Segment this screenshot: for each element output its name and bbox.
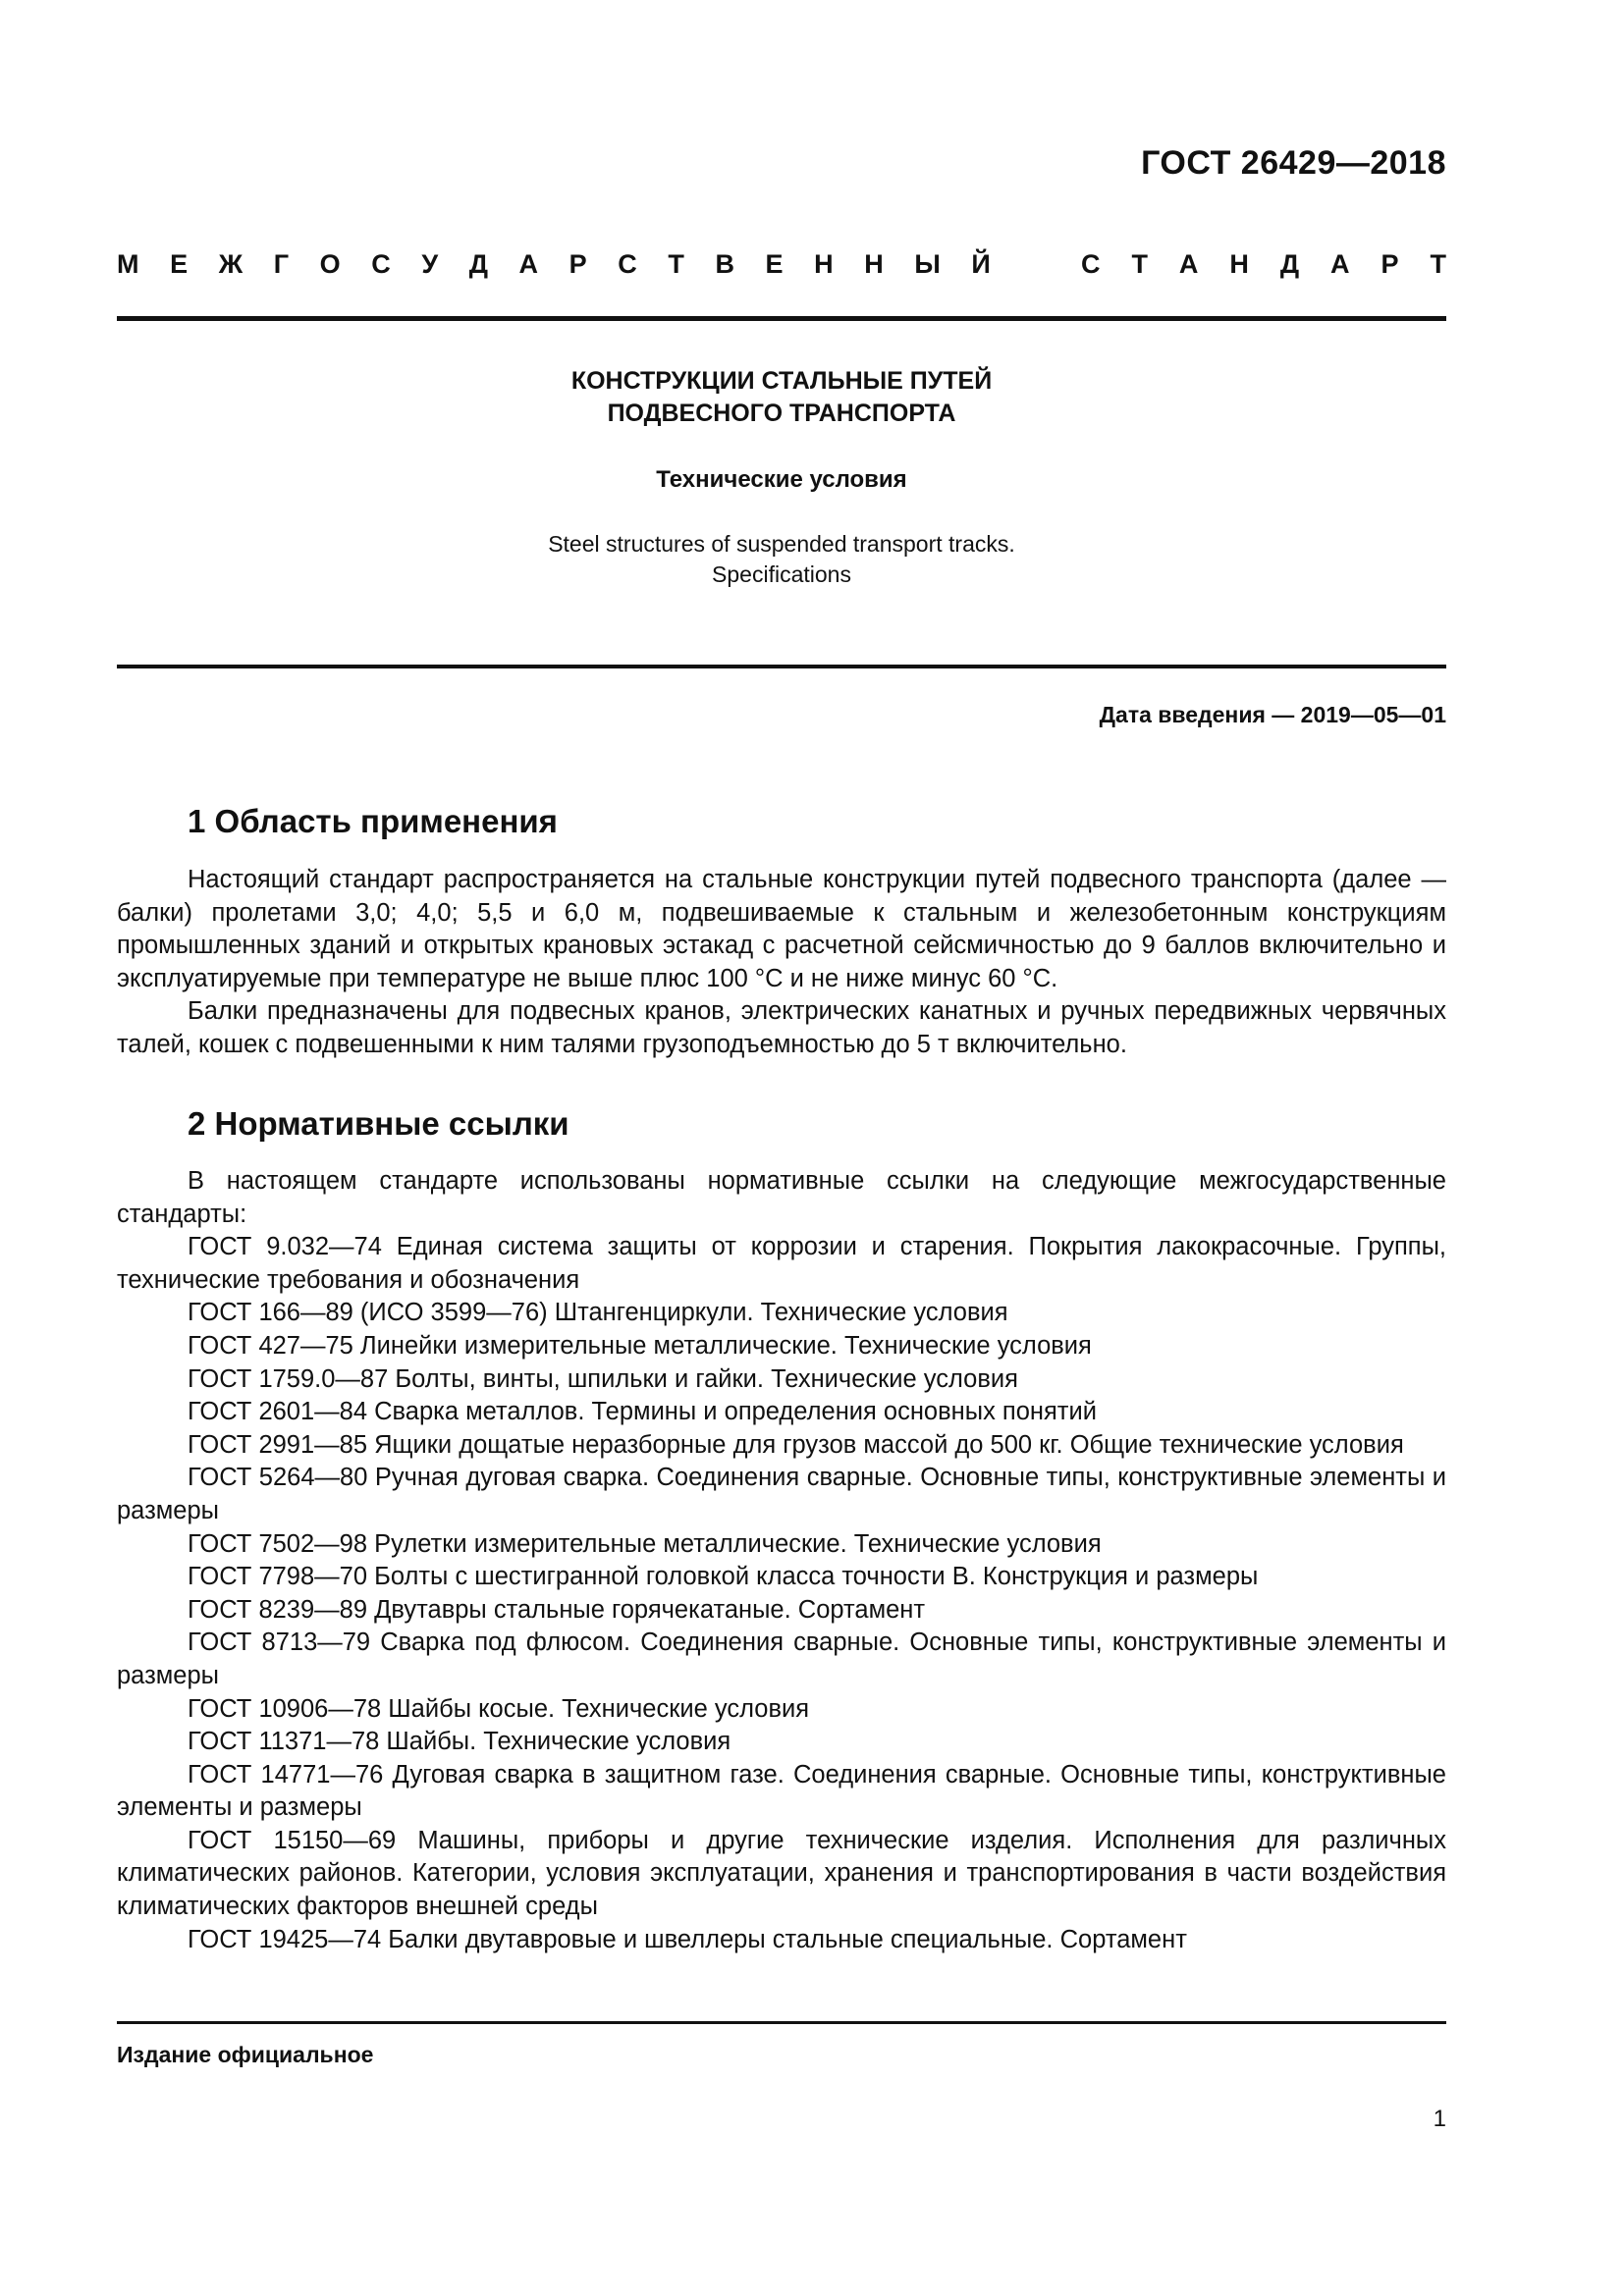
paragraph: В настоящем стандарте использованы нормативные ссылки на следующие межгосударственные стандарты: xyxy=(117,1167,1446,1228)
banner-letter: Р xyxy=(1380,249,1399,279)
reference-item: ГОСТ 2601—84 Сварка металлов. Термины и определения основных понятий xyxy=(188,1398,1097,1426)
document-subtitle: Технические условия xyxy=(656,466,907,493)
title-line: ПОДВЕСНОГО ТРАНСПОРТА xyxy=(607,400,956,427)
english-title xyxy=(117,529,1446,590)
paragraph: Балки предназначены для подвесных кранов, электрических канатных и ручных передвижных червячных талей, кошек с подвешенными к ним талями грузоподъемностью до 5 т включительно. xyxy=(117,997,1446,1058)
reference-item: ГОСТ 7502—98 Рулетки измерительные металлические. Технические условия xyxy=(188,1529,1102,1558)
banner-letter: Н xyxy=(864,249,884,279)
reference-item: ГОСТ 19425—74 Балки двутавровые и швеллеры стальные специальные. Сортамент xyxy=(188,1925,1187,1953)
banner-letter: Т xyxy=(1430,249,1446,279)
reference-item: ГОСТ 7798—70 Болты с шестигранной головкой класса точности В. Конструкция и размеры xyxy=(188,1563,1259,1591)
banner-letter: Г xyxy=(273,249,290,279)
title-divider xyxy=(117,665,1446,668)
banner-letter: У xyxy=(421,249,439,279)
document-code: ГОСТ 26429—2018 xyxy=(1141,144,1446,182)
banner-letter: Д xyxy=(1279,249,1300,279)
banner-letter: Й xyxy=(971,249,991,279)
banner-letter: Д xyxy=(468,249,488,279)
official-edition-label: Издание официальное xyxy=(117,2042,374,2067)
banner-letter: Ы xyxy=(914,249,941,279)
banner-letter: В xyxy=(715,249,734,279)
banner-letter: Е xyxy=(765,249,784,279)
banner-letter: А xyxy=(518,249,539,279)
banner-letter: М xyxy=(117,249,139,279)
document-title xyxy=(117,365,1446,430)
reference-item: ГОСТ 427—75 Линейки измерительные металлические. Технические условия xyxy=(188,1331,1092,1360)
banner-letter: Т xyxy=(1131,249,1148,279)
banner-letter: Е xyxy=(170,249,189,279)
title-line: КОНСТРУКЦИИ СТАЛЬНЫЕ ПУТЕЙ xyxy=(570,367,993,395)
standard-type-banner xyxy=(117,249,1446,280)
reference-item: ГОСТ 15150—69 Машины, приборы и другие технические изделия. Исполнения для различных климатических районов. Категории, условия эксплуатации, хранения и транспортирования в части воздействия климатических факторов внешней среды xyxy=(117,1826,1446,1921)
banner-word-interstate xyxy=(117,249,991,280)
reference-item: ГОСТ 10906—78 Шайбы косые. Технические условия xyxy=(188,1694,810,1723)
reference-item: ГОСТ 1759.0—87 Болты, винты, шпильки и гайки. Технические условия xyxy=(188,1364,1018,1393)
banner-letter: Н xyxy=(814,249,834,279)
banner-word-standard xyxy=(1081,249,1446,280)
section-heading-scope: 1 Область применения xyxy=(188,803,558,839)
section-body-scope xyxy=(117,864,1446,1062)
section-heading-references: 2 Нормативные ссылки xyxy=(188,1105,569,1142)
header-divider xyxy=(117,316,1446,321)
banner-letter: С xyxy=(371,249,391,279)
banner-letter: Н xyxy=(1229,249,1249,279)
reference-item: ГОСТ 11371—78 Шайбы. Технические условия xyxy=(188,1728,731,1756)
introduction-date: Дата введения — 2019—05—01 xyxy=(1099,702,1446,727)
reference-item: ГОСТ 5264—80 Ручная дуговая сварка. Соединения сварные. Основные типы, конструктивные элементы и размеры xyxy=(117,1464,1446,1524)
reference-item: ГОСТ 9.032—74 Единая система защиты от коррозии и старения. Покрытия лакокрасочные. Группы, технические требования и обозначения xyxy=(117,1233,1446,1294)
banner-letter: Ж xyxy=(218,249,244,279)
banner-letter: С xyxy=(1081,249,1101,279)
page-number: 1 xyxy=(1433,2106,1446,2132)
reference-item: ГОСТ 166—89 (ИСО 3599—76) Штангенциркули. Технические условия xyxy=(188,1299,1008,1327)
english-title-line: Specifications xyxy=(712,561,851,587)
paragraph: Настоящий стандарт распространяется на стальные конструкции путей подвесного транспорта (далее — балки) пролетами 3,0; 4,0; 5,5 и 6,0 м, подвешиваемые к стальным и железобетонным конструкциям промышленных зданий и открытых крановых эстакад с расчетной сейсмичностью до 9 баллов включительно и эксплуатируемые при температуре не выше плюс 100 °С и не ниже минус 60 °С. xyxy=(117,866,1446,992)
reference-item: ГОСТ 2991—85 Ящики дощатые неразборные для грузов массой до 500 кг. Общие технические условия xyxy=(188,1430,1404,1459)
banner-letter: А xyxy=(1178,249,1199,279)
banner-letter: Р xyxy=(568,249,587,279)
banner-letter: Т xyxy=(668,249,684,279)
section-body-references xyxy=(117,1165,1446,1956)
english-title-line: Steel structures of suspended transport tracks. xyxy=(548,531,1015,557)
reference-item: ГОСТ 14771—76 Дуговая сварка в защитном газе. Соединения сварные. Основные типы, конструктивные элементы и размеры xyxy=(117,1760,1446,1822)
banner-letter: А xyxy=(1330,249,1350,279)
banner-letter: С xyxy=(618,249,637,279)
banner-letter: О xyxy=(319,249,341,279)
reference-item: ГОСТ 8713—79 Сварка под флюсом. Соединения сварные. Основные типы, конструктивные элементы и размеры xyxy=(117,1629,1446,1689)
reference-item: ГОСТ 8239—89 Двутавры стальные горячекатаные. Сортамент xyxy=(188,1595,926,1624)
footer-divider xyxy=(117,2021,1446,2024)
